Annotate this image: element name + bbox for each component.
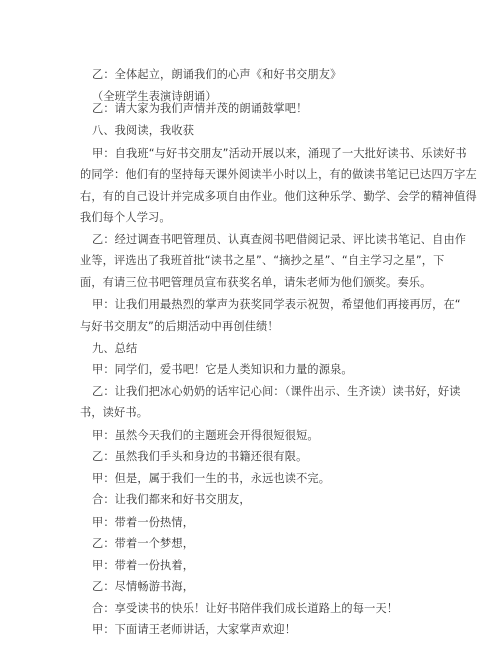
text-line: 乙：请大家为我们声情并茂的朗诵鼓掌吧！ [92, 102, 308, 115]
text-line: 书，读好书。 [80, 406, 149, 420]
text-line: 甲：带着一份热情， [92, 515, 195, 529]
section-heading: 九、总结 [92, 341, 138, 355]
text-line: 乙：虽然我们手头和身边的书籍还很有限。 [92, 450, 308, 464]
text-line: 我们每个人学习。 [80, 211, 171, 225]
text-line: 合：享受读书的快乐！让好书陪伴我们成长道路上的每一天！ [92, 601, 399, 615]
text-line: 乙：让我们把冰心奶奶的话牢记心间：（课件出示、生齐读）读书好，好读 [92, 384, 461, 398]
text-line: 甲：虽然今天我们的主题班会开得很短很短。 [92, 428, 319, 442]
text-line: 与好书交朋友”的后期活动中再创佳绩！ [80, 319, 279, 333]
text-line: 甲：带着一份执着， [92, 558, 195, 572]
text-line: 甲：自我班“与好书交朋友”活动开展以来，涌现了一大批好读书、乐读好书 [92, 146, 467, 160]
section-heading: 八、我阅读，我收获 [92, 123, 195, 137]
text-line: 乙：尽情畅游书海， [92, 580, 195, 593]
text-line: 乙：经过调查书吧管理员、认真查阅书吧借阅记录、评比读书笔记、自由作 [92, 232, 467, 246]
text-line: 面，有请三位书吧管理员宣布获奖名单，请朱老师为他们颁奖。奏乐。 [80, 275, 432, 289]
text-line: 甲：下面请王老师讲话，大家掌声欢迎！ [92, 623, 297, 636]
text-line: 甲：让我们用最热烈的掌声为获奖同学表示祝贺，希望他们再接再厉，在“ [92, 298, 461, 312]
text-line: 右，有的自己设计并完成多项自由作业。他们这种乐学、勤学、会学的精神值得 [80, 189, 477, 203]
text-line: 的同学：他们有的坚持每天课外阅读半小时以上，有的做读书笔记已达四万字左 [80, 168, 477, 182]
text-line: 乙：全体起立，朗诵我们的心声《和好书交朋友》 [92, 68, 342, 81]
text-line: 甲：但是，属于我们一生的书，永远也读不完。 [92, 471, 331, 485]
text-line: （全班学生表演诗朗诵） [92, 89, 217, 103]
text-line: 合：让我们都来和好书交朋友， [92, 493, 251, 507]
text-line: 甲：同学们，爱书吧！它是人类知识和力量的源泉。 [92, 363, 353, 377]
text-line: 乙：带着一个梦想， [92, 537, 195, 551]
text-line: 业等，评选出了我班首批“读书之星”、“摘抄之星”、“自主学习之星”，下 [80, 254, 445, 268]
